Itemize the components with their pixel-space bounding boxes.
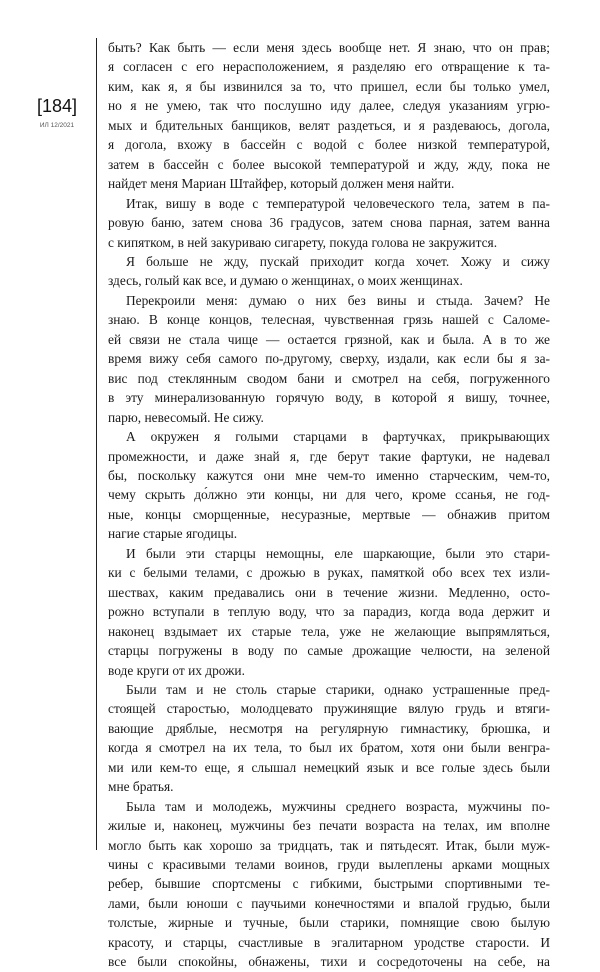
text-line: лами, были юноши с паучьими конечностями и впалой грудью, были [108, 895, 550, 911]
text-line: ей связи не стала чище — остается грязной, как и была. А в то же [108, 331, 550, 347]
body-text [108, 38, 550, 972]
text-line: промежности, и даже знай я, где берут такие фартуки, не надевал [108, 448, 550, 464]
text-line: А окружен я голыми старцами в фартучках, прикрывающих [126, 429, 550, 445]
text-line: шествах, каким предавались они в течение жизни. Медленно, осто- [108, 584, 550, 600]
text-line: чины с красивыми телами воинов, груди вылеплены арками мощных [108, 857, 550, 873]
text-line: мых и бдительных банщиков, велят раздеться, и я раздеваюсь, догола, [108, 117, 550, 133]
text-line: ребер, бывшие спортсмены с гибкими, быстрыми спортивными те- [108, 876, 550, 892]
text-line: старцы погружены в воду по самые дрожащие челюсти, на зеленой [108, 643, 550, 659]
text-line: ми или кем-то еще, я слышал немецкий язык и все голые здесь были [108, 759, 550, 775]
text-line: могло быть как хорошо за тридцать, так и пятьдесят. Итак, были муж- [108, 837, 550, 853]
text-line: знаю. В конце концов, телесная, чувственная грязь нашей с Саломе- [108, 312, 550, 328]
text-line: Я больше не жду, пускай приходит когда хочет. Хожу и сижу [126, 253, 550, 269]
journal-issue-label: ИЛ 12/2021 [39, 122, 75, 129]
text-line: с кипятком, в ней закуриваю сигарету, покуда голова не закружится. [108, 234, 498, 250]
text-line: ные, концы сморщенные, несуразные, мертвые — обнажив притом [108, 506, 550, 522]
text-line: здесь, голый как все, и думаю о женщинах, о моих женщинах. [108, 273, 463, 289]
text-line: бы, поскольку кажутся они мне чем-то именно старческим, чем-то, [108, 467, 550, 483]
text-line: Была там и молодежь, мужчины среднего возраста, мужчины по- [126, 798, 550, 814]
text-line: красоту, и старцы, счастливые в эгалитарном уродстве старости. И [108, 934, 550, 950]
text-line: я догола, вхожу в бассейн с водой с более низкой температурой, [108, 137, 550, 153]
text-line: И были эти старцы немощны, еле шаркающие, были это стари- [126, 545, 550, 561]
text-line: наконец вздымает их старые тела, уже не желающие выпрямляться, [108, 623, 550, 639]
text-line: вис под стеклянным сводом бани и смотрел на себя, погруженного [108, 370, 550, 386]
margin-rule [96, 38, 97, 850]
text-line: жилые и, наконец, мужчины без печати возраста на телах, им вполне [108, 818, 550, 834]
text-line: толстые, жирные и тучные, были старики, помнящие свою былую [108, 915, 550, 931]
text-line: затем в бассейн с более высокой температурой и жду, жду, пока не [108, 156, 550, 172]
text-line: чему скрыть до́лжно эти концы, ни для чего, кроме ссанья, не год- [108, 487, 550, 503]
text-line: все были спокойны, обнажены, тихи и сосредоточены на себе, на [108, 954, 550, 970]
text-line: мне братья. [108, 779, 174, 795]
text-line: вающие дряблые, несмотря на регулярную гимнастику, брюшка, и [108, 720, 550, 736]
text-line: Итак, вишу в воде с температурой человеческого тела, затем в па- [126, 195, 550, 211]
text-line: время вижу себя самого по-другому, сверху, издали, как если бы я за- [108, 351, 550, 367]
text-line: Перекроили меня: думаю о них без вины и стыда. Зачем? Не [126, 292, 550, 308]
text-line: нагие старые ягодицы. [108, 526, 238, 542]
text-line: ровую баню, затем снова 36 градусов, затем снова парная, затем ванна [108, 215, 550, 231]
text-line: но я не умею, так что послушно иду далее, следуя указаниям угрю- [108, 98, 550, 114]
text-line: ки с белыми телами, с дрожью в руках, памяткой обо всех тех изли- [108, 565, 550, 581]
text-line: в эту минерализованную горячую воду, в которой я вишу, точнее, [108, 390, 550, 406]
text-line: найдет меня Мариан Штайфер, который должен меня найти. [108, 176, 455, 192]
text-line: когда я смотрел на их тела, то был их братом, хотя они были венгра- [108, 740, 550, 756]
text-line: ким, как я, я бы извинился за то, что пришел, если бы только умел, [108, 78, 550, 94]
text-line: Были там и не столь старые старики, однако устрашенные пред- [126, 681, 550, 697]
text-line: я согласен с его нерасположением, я разделяю его отвращение к та- [108, 59, 550, 75]
text-line: парю, невесомый. Не сижу. [108, 409, 264, 425]
text-line: стоящей старостью, молодцевато пружинящие вялую грудь и втяги- [108, 701, 550, 717]
text-line: рожно вступали в теплую воду, что за парадиз, когда вода держит и [108, 604, 550, 620]
page-number: [184] [36, 96, 78, 116]
text-line: воде круги от их дрожи. [108, 662, 245, 678]
text-line: быть? Как быть — если меня здесь вообще нет. Я знаю, что он прав; [108, 40, 550, 55]
